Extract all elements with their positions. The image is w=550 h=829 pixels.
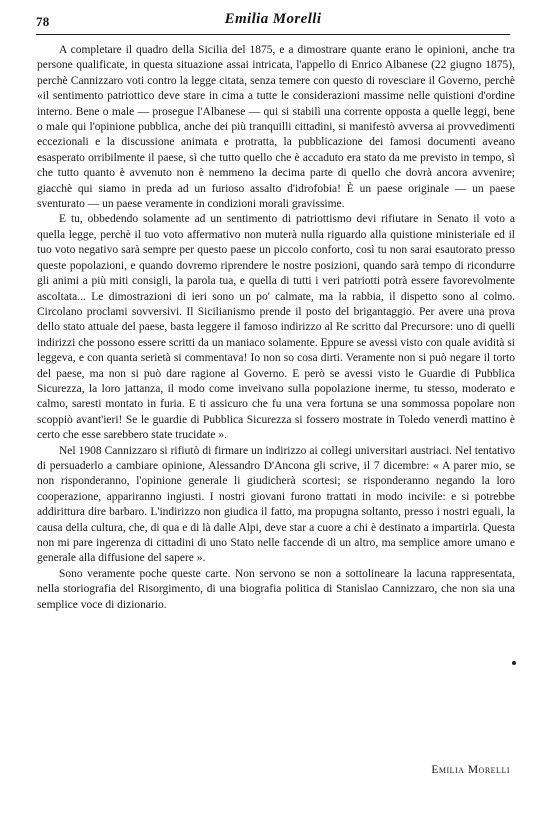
margin-dot (512, 661, 516, 665)
paragraph: Nel 1908 Cannizzaro si rifiutò di firmare un indirizzo ai collegi universitari austriaci. Nel tentativo di persuaderlo a cambiare opinione, Alessandro D'Ancona gli scrive, il 7 dicembre: « A parer mio, se non risponderanno, l'opinione generale li giudicherà scortesi; se risponderanno negando la loro cooperazione, appariranno ingiusti. I nostri giovani furono trattati in modo incivile: e si potrebbe addirittura dire barbaro. L'indirizzo non giudica il fatto, ma propugna soltanto, presso i nostri eguali, la causa della cultura, che, di qua e di là dalle Alpi, deve star a cuore a chi è destinato a impartirla. Questa non mi pare ingerenza di cittadini di uno Stato nelle faccende di un altro, ma semplice amore umano e generale alla diffusione del sapere ». (37, 444, 515, 565)
page-header (36, 8, 510, 34)
paragraph: Sono veramente poche queste carte. Non servono se non a sottolineare la lacuna rappresentata, nella storiografia del Risorgimento, di una biografia politica di Stanislao Cannizzaro, che non sia una semplice voce di dizionario. (37, 567, 515, 611)
author-signature: Emilia Morelli (431, 764, 510, 776)
running-title: Emilia Morelli (224, 11, 322, 27)
body-text (37, 43, 515, 613)
header-rule (36, 34, 510, 35)
paragraph: E tu, obbedendo solamente ad un sentimento di patriottismo devi rifiutare in Senato il voto a quella legge, perchè il tuo voto affermativo non muterà nulla riguardo alla quistione ministeriale ed il tuo voto negativo sarà sempre per questo paese un piccolo conforto, così tu non sarai esautorato presso queste popolazioni, e quando dovremo riprendere le nostre posizioni, quando sarà tempo di ricondurre gli animi a più miti consigli, la parola tua, e quella di tutti i veri patriotti potrà essere favorevolmente ascoltata... Le dimostrazioni di ieri sono un po' calmate, ma la rabbia, il dispetto sono al colmo. Circolano proclami sovversivi. Il Sicilianismo prende il posto del brigantaggio. Per avere una prova dello stato attuale del paese, basta leggere il famoso indirizzo al Re scritto dal Precursore: uno di quelli indirizzi che possono essere scritti da un maniaco solamente. Eppure se avessi visto con quale avidità si leggeva, e con quanta serietà si commentava! Io non so cosa dirti. Veramente non si può negare il torto del paese, ma non si può dare ragione al Governo. E però se avessi visto le Guardie di Pubblica Sicurezza, la loro jattanza, il modo come inveivano sulla popolazione inerme, tu stesso, moderato e calmo, saresti montato in furia. E ti assicuro che fu una vera fortuna se una sommossa popolare non scoppiò avant'ieri! Se le guardie di Pubblica Sicurezza si fossero mostrate in Toledo venerdì mattino è certo che esse sarebbero state trucidate ». (37, 213, 515, 442)
paragraph: A completare il quadro della Sicilia del 1875, e a dimostrare quante erano le opinioni, anche tra persone qualificate, in questa situazione assai intricata, l'appello di Enrico Albanese (22 giugno 1875), perchè Cannizzaro voti contro la legge citata, senza temere con questo di rovesciare il Governo, perchè «il sentimento patriottico deve stare in cima a tutte le considerazioni massime nelle quistioni d'ordine interno. Bene o male — prosegue l'Albanese — qui si stabilì una corrente opposta a quelle leggi, bene o male qui l'opinione pubblica, anche dei più tranquilli cittadini, si manifestò avversa ai provvedimenti eccezionali e la discussione animata e protratta, la pubblicazione dei famosi documenti aveano esasperato orribilmente il paese, sì che tutto quello che è accaduto era stato da me previsto in tempo, sì che tutto quanto è avvenuto non è nemmeno la decima parte di quello che dovrà ancora avvenire; giacchè qui siamo in preda ad un furioso assalto d'idrofobia! È un paese originale — un paese sventurato — un paese veramente in condizioni morali gravissime. (37, 44, 515, 211)
page-number: 78 (36, 14, 50, 29)
